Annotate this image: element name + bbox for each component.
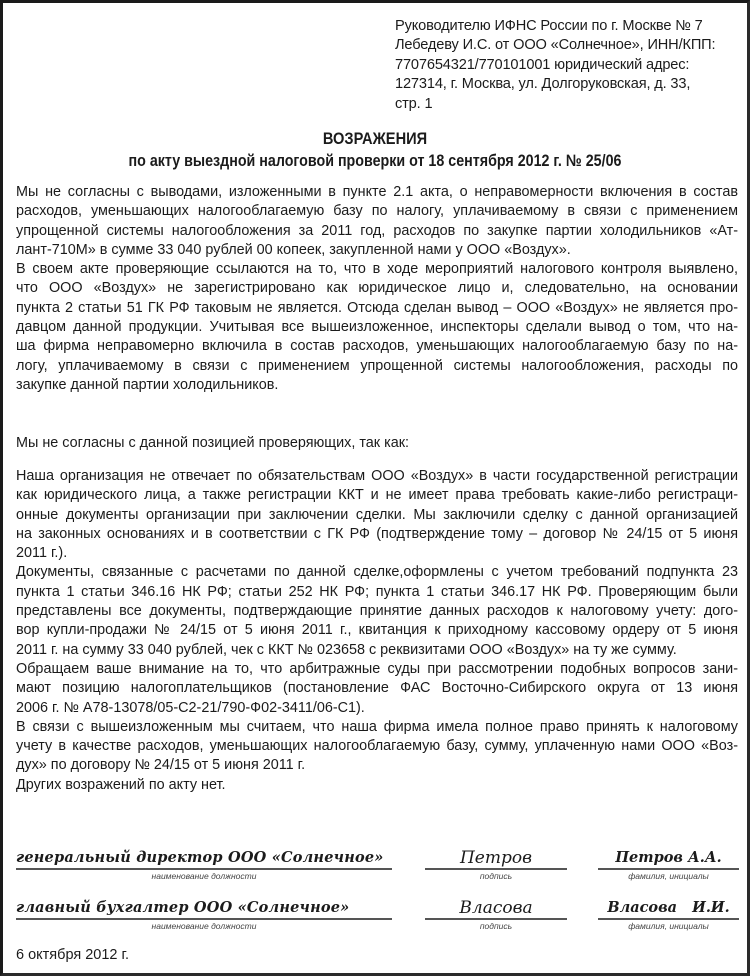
- text-line: Мы не согласны с данной позицией проверяющих, так как:: [16, 435, 409, 451]
- text-line: расходов, уменьшающих налогооблагаемую базу по налогу, уплачиваемому в связи с применением: [16, 203, 738, 220]
- paragraph-disagreement: [16, 183, 738, 395]
- signature-row-accountant: [3, 896, 747, 936]
- text-line: пункта 1 статьи 346.16 НК РФ; статьи 252 НК РФ; пункта 1 статьи 346.17 НК РФ. Проверяющим были: [16, 583, 738, 600]
- document-date: 6 октября 2012 г.: [16, 947, 130, 963]
- text-line: Обращаем ваше внимание на то, что арбитражные суды при рассмотрении подобных вопросов зани-: [16, 660, 738, 677]
- document-subtitle: по акту выездной налоговой проверки от 18 сентября 2012 г. № 25/06: [128, 151, 622, 170]
- position-caption: наименование должности: [151, 871, 257, 881]
- document-title: ВОЗРАЖЕНИЯ: [322, 129, 428, 148]
- text-line: мают позицию налогоплательщиков (постановление ФАС Восточно-Сибирского округа от 13 июня: [16, 680, 738, 697]
- title-block: [3, 128, 747, 172]
- text-line: на законных основаниях и в соответствии с ГК РФ (подтверждение тому – договор № 24/15 от 5 июня: [16, 525, 738, 542]
- addressee-line: Лебедеву И.С. от ООО «Солнечное», ИНН/КПП:: [395, 37, 716, 54]
- addressee-line: Руководителю ИФНС России по г. Москве № 7: [395, 18, 703, 34]
- addressee-line: стр. 1: [395, 95, 433, 112]
- text-line: как юридического лица, а также регистрации ККТ и не имеет права требовать какие-либо регистраци-: [16, 487, 738, 504]
- position-text: главный бухгалтер ООО «Солнечное»: [16, 899, 350, 916]
- text-line: Других возражений по акту нет.: [16, 776, 226, 793]
- text-line: упрощенной системы налогообложения за 2011 год, расходов по закупке партии холодильников «Ат-: [16, 222, 738, 239]
- handwritten-signature: Власова: [459, 898, 533, 918]
- text-line: В связи с вышеизложенным мы считаем, что наша фирма имела полное право принять к налоговому: [16, 718, 738, 735]
- text-line: представлены все документы, подтверждающие принятие данных расходов к налоговому учету: дого-: [16, 603, 738, 620]
- position-field: [16, 896, 392, 920]
- signature-row-director: [3, 846, 747, 886]
- text-line: Наша организация не отвечает по обязательствам ООО «Воздух» в части государственной регистрации: [16, 468, 738, 484]
- addressee-block: [395, 17, 735, 114]
- text-line: В своем акте проверяющие ссылаются на то, что в ходе мероприятий налогового контроля выявлено,: [16, 261, 738, 278]
- text-line: логу, уплачиваемому в связи с применением упрощенной системы налогообложения, расходы по: [16, 357, 738, 374]
- handwritten-signature: Петров: [459, 848, 533, 868]
- text-line: 2011 г. на сумму 33 040 рублей, чек с ККТ № 023658 с реквизитами ООО «Воздух» на ту же сумму.: [16, 641, 677, 658]
- text-line: давцом данной продукции. Учитывая все вышеизложенное, инспекторы сделали вывод о том, что на-: [16, 319, 738, 336]
- text-line: дух» по договору № 24/15 от 5 июня 2011 г.: [16, 757, 306, 774]
- signature-caption: подпись: [479, 921, 513, 931]
- text-line: Документы, связанные с расчетами по данной сделке,оформлены с учетом требований подпункта 23: [16, 564, 738, 581]
- position-field: [16, 846, 392, 870]
- signature-field: [425, 896, 567, 920]
- name-text: Власова И.И.: [607, 899, 730, 916]
- name-field: [598, 846, 739, 870]
- text-line: пункта 2 статьи 51 ГК РФ таковым не является. Отсюда сделан вывод – ООО «Воздух» не является про-: [16, 299, 738, 316]
- text-line: 2011 г.).: [16, 545, 68, 562]
- text-line: 2006 г. № А78-13078/05-С2-21/790-Ф02-3411/06-С1).: [16, 699, 365, 716]
- text-line: Мы не согласны с выводами, изложенными в пункте 2.1 акта, о неправомерности включения в состав: [16, 184, 738, 200]
- text-line: что ООО «Воздух» не зарегистрировано как юридическое лицо и, следовательно, на основании: [16, 280, 738, 297]
- paragraph-arguments: [16, 467, 738, 795]
- addressee-line: 7707654321/770101001 юридический адрес:: [395, 56, 690, 73]
- name-caption: фамилия, инициалы: [628, 871, 709, 881]
- position-text: генеральный директор ООО «Солнечное»: [16, 849, 384, 866]
- name-caption: фамилия, инициалы: [628, 921, 709, 931]
- signature-caption: подпись: [479, 871, 513, 881]
- text-line: лант-710М» в сумме 33 040 рублей 00 копеек, закупленной нами у ООО «Воздух».: [16, 241, 571, 258]
- paragraph-reason-intro: [16, 434, 738, 453]
- text-line: закупке данной партии холодильников.: [16, 376, 279, 393]
- text-line: учету в качестве расходов, уменьшающих налогооблагаемую базу, сумму, уплаченную нами ООО «Воз-: [16, 738, 738, 755]
- name-text: Петров А.А.: [615, 849, 722, 866]
- text-line: вор купли-продажи № 24/15 от 5 июня 2011 г., квитанция к приходному кассовому ордеру от 5 июня: [16, 622, 738, 639]
- position-caption: наименование должности: [151, 921, 257, 931]
- text-line: онные документы организации при заключении сделки. Мы заключили сделку с данной организацией: [16, 506, 738, 523]
- signature-field: [425, 846, 567, 870]
- addressee-line: 127314, г. Москва, ул. Долгоруковская, д. 33,: [395, 76, 691, 93]
- name-field: [598, 896, 739, 920]
- text-line: ша фирма неправомерно включила в состав расходов, уменьшающих налогооблагаемую базу по на-: [16, 338, 738, 355]
